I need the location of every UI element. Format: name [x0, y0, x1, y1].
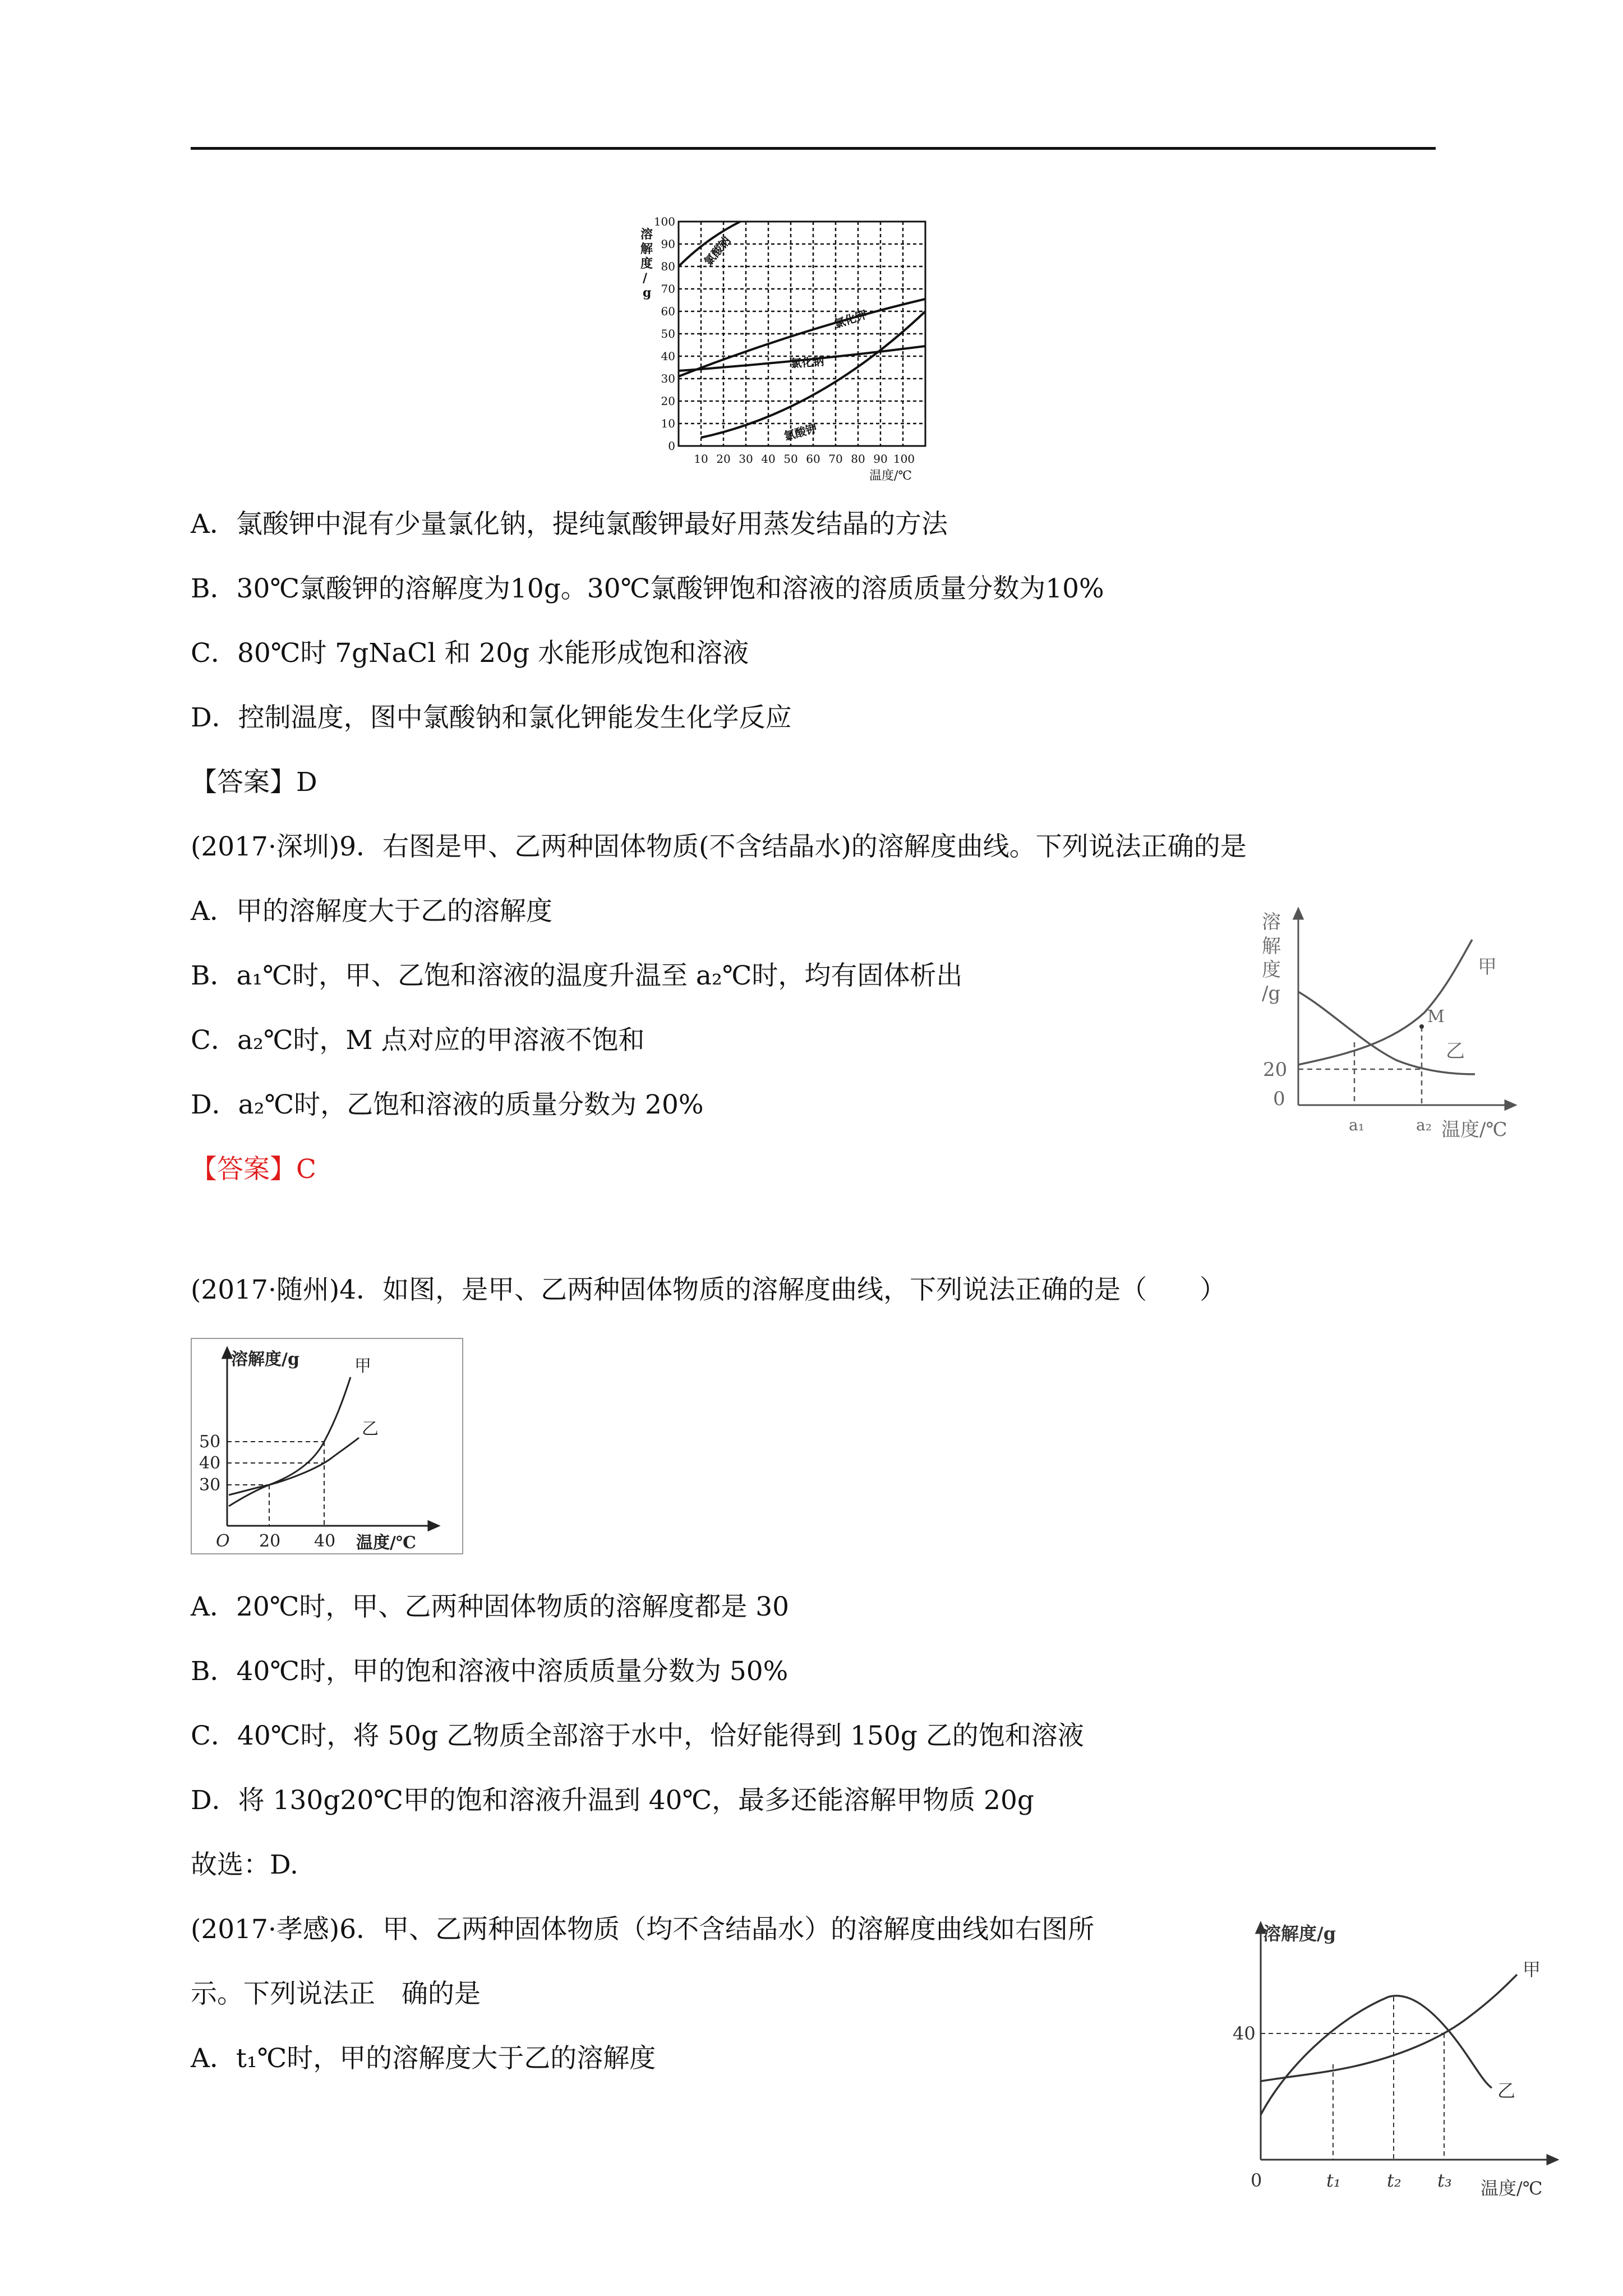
- q8-option-d: D．控制温度，图中氯酸钠和氯化钾能发生化学反应: [191, 702, 792, 733]
- fig3-ytick-50: 50: [199, 1432, 221, 1452]
- fig1-xtick-20: 20: [716, 452, 731, 466]
- q8-option-b: B．30℃氯酸钾的溶解度为10g。30℃氯酸钾饱和溶液的溶质质量分数为10%: [191, 573, 1104, 604]
- q8-option-a: A．氯酸钾中混有少量氯化钠，提纯氯酸钾最好用蒸发结晶的方法: [191, 509, 948, 540]
- fig1-ylabel-4: g: [643, 286, 652, 300]
- suizhou-solubility-figure: [191, 1338, 465, 1557]
- fig1-xtick-100: 100: [893, 452, 915, 466]
- fig4-ytick-40: 40: [1233, 2023, 1256, 2044]
- fig4-ylabel: 溶解度/g: [1263, 1923, 1336, 1944]
- fig3-series-jia: 甲: [354, 1356, 371, 1376]
- fig1-xtick-60: 60: [806, 452, 820, 466]
- header-rule: [191, 147, 1436, 150]
- fig4-series-yi: 乙: [1497, 2080, 1516, 2101]
- fig2-ylabel-0: 溶: [1262, 911, 1281, 933]
- q9-option-a: A．甲的溶解度大于乙的溶解度: [191, 896, 552, 927]
- fig1-label-sodium-chloride: 氯化钠: [790, 354, 825, 370]
- q6-stem-line1: (2017·孝感)6．甲、乙两种固体物质（均不含结晶水）的溶解度曲线如右图所: [191, 1914, 1095, 1945]
- q9-stem: (2017·深圳)9．右图是甲、乙两种固体物质(不含结晶水)的溶解度曲线。下列说法正确的是: [191, 831, 1247, 862]
- fig1-label-potassium-chloride: 氯化钾: [832, 307, 869, 331]
- fig4-xtick-t1: t₁: [1326, 2170, 1341, 2191]
- fig3-xtick-40: 40: [314, 1531, 336, 1551]
- fig1-xtick-80: 80: [851, 452, 865, 466]
- fig2-xtick-a2: a₂: [1416, 1116, 1432, 1134]
- fig1-xlabel: 温度/℃: [869, 469, 912, 483]
- fig2-ytick-20: 20: [1263, 1059, 1288, 1081]
- fig2-series-jia: 甲: [1478, 956, 1497, 978]
- fig2-xlabel: 温度/℃: [1441, 1119, 1507, 1141]
- q4-stem: (2017·随州)4．如图，是甲、乙两种固体物质的溶解度曲线，下列说法正确的是（ ）: [191, 1274, 1227, 1305]
- fig1-xtick-30: 30: [739, 452, 753, 466]
- fig1-xtick-70: 70: [828, 452, 843, 466]
- fig2-ylabel-1: 解: [1262, 935, 1281, 958]
- fig1-ytick-30: 30: [661, 372, 675, 385]
- fig3-series-yi: 乙: [362, 1419, 379, 1439]
- q9-option-d: D．a₂℃时，乙饱和溶液的质量分数为 20%: [191, 1089, 704, 1120]
- fig4-xtick-t3: t₃: [1437, 2170, 1452, 2191]
- fig4-xtick-t2: t₂: [1387, 2170, 1401, 2191]
- fig3-xlabel: 温度/℃: [356, 1533, 416, 1553]
- fig2-ylabel-2: 度: [1262, 959, 1281, 981]
- fig1-label-sodium-chlorate: 氯酸钠: [701, 233, 734, 269]
- q9-option-b: B．a₁℃时，甲、乙饱和溶液的温度升温至 a₂℃时，均有固体析出: [191, 960, 963, 991]
- q4-option-a: A．20℃时，甲、乙两种固体物质的溶解度都是 30: [191, 1591, 790, 1622]
- fig3-ytick-40: 40: [199, 1453, 221, 1473]
- fig1-ytick-0: 0: [668, 439, 675, 453]
- fig1-ylabel-1: 解: [640, 242, 653, 256]
- q8-answer: 【答案】D: [191, 767, 317, 798]
- fig1-ylabel-0: 溶: [640, 227, 653, 242]
- fig1-xtick-90: 90: [873, 452, 888, 466]
- q8-option-c: C．80℃时 7gNaCl 和 20g 水能形成饱和溶液: [191, 638, 749, 669]
- fig1-ylabel-2: 度: [640, 256, 653, 271]
- q4-option-c: C．40℃时，将 50g 乙物质全部溶于水中，恰好能得到 150g 乙的饱和溶液: [191, 1720, 1084, 1751]
- fig1-ylabel-3: /: [643, 271, 648, 286]
- fig1-ytick-40: 40: [661, 349, 675, 363]
- fig2-origin: 0: [1273, 1088, 1285, 1110]
- fig3-ylabel: 溶解度/g: [231, 1350, 299, 1369]
- fig1-label-potassium-chlorate: 氯酸钾: [782, 421, 819, 443]
- q6-option-a: A．t₁℃时，甲的溶解度大于乙的溶解度: [191, 2043, 656, 2074]
- q4-option-d: D．将 130g20℃甲的饱和溶液升温到 40℃，最多还能溶解甲物质 20g: [191, 1785, 1034, 1816]
- fig4-series-jia: 甲: [1523, 1959, 1541, 1980]
- fig1-ytick-60: 60: [661, 305, 675, 318]
- fig1-xtick-50: 50: [783, 452, 798, 466]
- fig1-ytick-50: 50: [661, 327, 675, 341]
- fig1-xtick-10: 10: [694, 452, 708, 466]
- fig1-ytick-70: 70: [661, 282, 675, 296]
- fig1-ytick-80: 80: [661, 260, 675, 273]
- q4-answer: 故选：D.: [191, 1849, 298, 1880]
- fig1-ytick-90: 90: [661, 237, 675, 251]
- q9-option-c: C．a₂℃时，M 点对应的甲溶液不饱和: [191, 1025, 645, 1056]
- q4-option-b: B．40℃时，甲的饱和溶液中溶质质量分数为 50%: [191, 1656, 789, 1687]
- fig1-ytick-10: 10: [661, 417, 675, 430]
- fig2-series-yi: 乙: [1446, 1040, 1465, 1062]
- fig1-ytick-100: 100: [653, 215, 675, 228]
- fig3-xtick-20: 20: [259, 1531, 281, 1551]
- fig1-xtick-40: 40: [761, 452, 776, 466]
- fig1-ytick-20: 20: [661, 394, 675, 408]
- fig3-ytick-30: 30: [199, 1475, 221, 1495]
- solubility-grid-figure: [634, 199, 1004, 485]
- fig3-origin: O: [216, 1531, 230, 1551]
- q6-stem-line2: 示。下列说法正 确的是: [191, 1978, 481, 2009]
- q9-answer: 【答案】C: [191, 1154, 316, 1185]
- xiaogan-solubility-figure: [1223, 1913, 1559, 2205]
- fig2-point-m: M: [1427, 1007, 1445, 1027]
- fig4-origin: 0: [1251, 2170, 1262, 2191]
- fig2-ylabel-3: /g: [1262, 982, 1281, 1005]
- fig4-xlabel: 温度/℃: [1481, 2178, 1543, 2199]
- fig2-xtick-a1: a₁: [1349, 1116, 1364, 1134]
- shenzhen-solubility-figure: [1256, 898, 1559, 1144]
